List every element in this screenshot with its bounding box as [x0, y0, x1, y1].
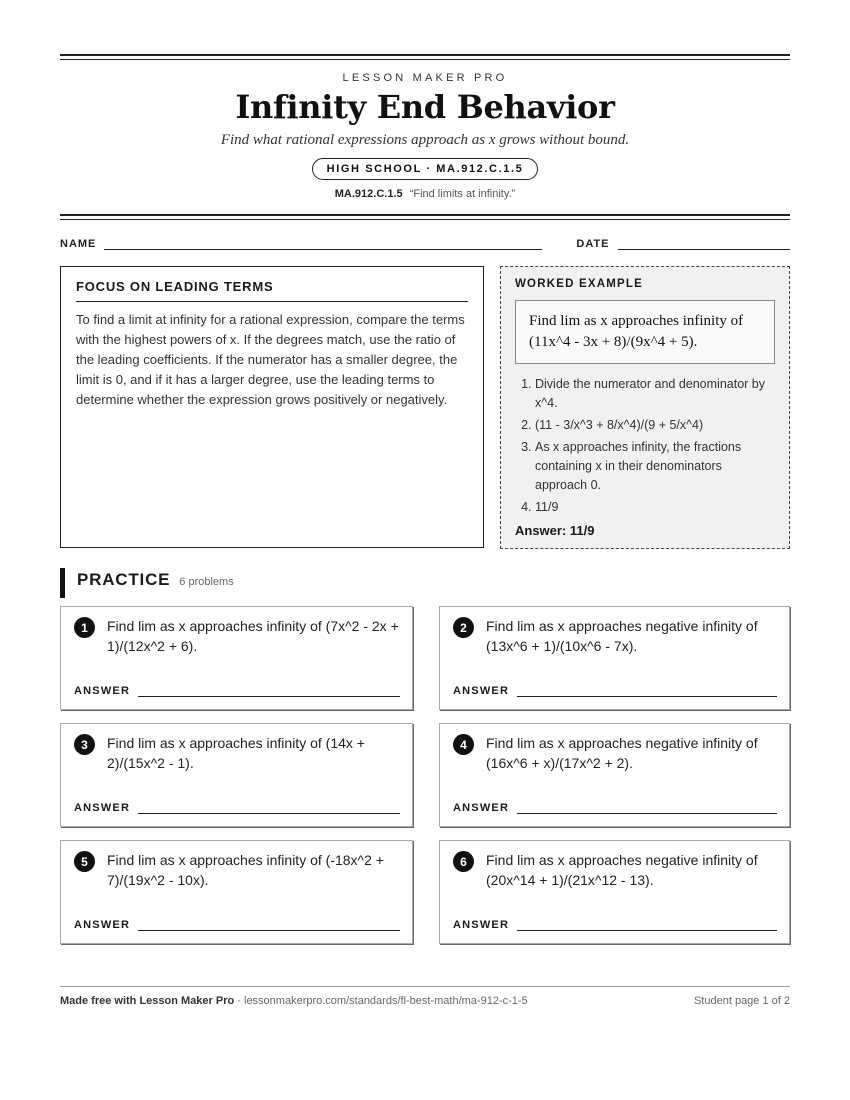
- worked-example-problem: Find lim as x approaches infinity of (11x^4 - 3x + 8)/(9x^4 + 5).: [515, 300, 775, 364]
- answer-label: ANSWER: [453, 685, 510, 697]
- problem-card: [60, 723, 413, 827]
- problem-text: Find lim as x approaches infinity of (14x + 2)/(15x^2 - 1).: [107, 735, 365, 771]
- problem-card: [439, 723, 790, 827]
- worked-step: 3. As x approaches infinity, the fractions containing x in their denominators approach 0.: [535, 438, 775, 495]
- problem-text: Find lim as x approaches negative infinity of (13x^6 + 1)/(10x^6 - 7x).: [486, 618, 758, 654]
- grade-standard-badge: HIGH SCHOOL · MA.912.C.1.5: [312, 158, 539, 180]
- practice-header: [60, 568, 790, 598]
- focus-heading: FOCUS ON LEADING TERMS: [76, 279, 468, 302]
- intro-cards: [60, 266, 790, 549]
- problem-number: 3: [74, 734, 95, 755]
- problem-card: [60, 606, 413, 710]
- worked-example-answer: Answer: 11/9: [515, 523, 595, 538]
- practice-grid: [60, 606, 790, 944]
- focus-body: To find a limit at infinity for a rational expression, compare the terms with the highest powers of x. If the degrees match, use the ratio of the leading coefficients. If the numerator has a smaller degree, the limit is 0, and if it has a larger degree, use the leading terms to determine whether the expression grows positively or negatively.: [76, 312, 465, 407]
- worked-example-card: [500, 266, 790, 549]
- worked-step: 4. 11/9: [535, 498, 775, 517]
- focus-card: [60, 266, 484, 548]
- page-title: Infinity End Behavior: [235, 88, 615, 126]
- worked-example-heading: WORKED EXAMPLE: [515, 278, 643, 290]
- top-rule: [60, 54, 790, 60]
- problem-text: Find lim as x approaches negative infinity of (16x^6 + x)/(17x^2 + 2).: [486, 735, 758, 771]
- page-subtitle: Find what rational expressions approach as x grows without bound.: [220, 132, 630, 148]
- answer-line[interactable]: [517, 805, 777, 814]
- footer-credit: [60, 995, 528, 1007]
- standard-code: MA.912.C.1.5: [334, 188, 403, 200]
- name-label: NAME: [60, 238, 97, 250]
- problem-card: [439, 840, 790, 944]
- brand-name: LESSON MAKER PRO: [342, 72, 508, 84]
- name-date-row: [60, 238, 790, 250]
- answer-line[interactable]: [517, 688, 777, 697]
- answer-label: ANSWER: [453, 919, 510, 931]
- standard-line: [60, 188, 790, 200]
- problem-number: 5: [74, 851, 95, 872]
- date-field-line[interactable]: [618, 239, 790, 250]
- worked-example-steps: [515, 375, 775, 517]
- answer-label: ANSWER: [74, 802, 131, 814]
- problem-number: 4: [453, 734, 474, 755]
- standard-quote: “Find limits at infinity.”: [409, 188, 516, 200]
- problem-number: 6: [453, 851, 474, 872]
- problem-text: Find lim as x approaches negative infinity of (20x^14 + 1)/(21x^12 - 13).: [486, 852, 758, 888]
- answer-label: ANSWER: [74, 919, 131, 931]
- answer-line[interactable]: [517, 922, 777, 931]
- practice-title: PRACTICE: [77, 570, 171, 589]
- worked-step: 2. (11 - 3/x^3 + 8/x^4)/(9 + 5/x^4): [535, 416, 775, 435]
- problem-text: Find lim as x approaches infinity of (7x^2 - 2x + 1)/(12x^2 + 6).: [107, 618, 399, 654]
- page-footer: [60, 986, 790, 1007]
- worked-step: 1. Divide the numerator and denominator by x^4.: [535, 375, 775, 413]
- name-field-line[interactable]: [104, 239, 542, 250]
- footer-url[interactable]: · lessonmakerpro.com/standards/fl-best-math/ma-912-c-1-5: [234, 995, 528, 1007]
- practice-count: 6 problems: [179, 576, 234, 588]
- problem-card: [60, 840, 413, 944]
- footer-page-number: Student page 1 of 2: [693, 995, 790, 1007]
- date-label: DATE: [576, 238, 610, 250]
- answer-line[interactable]: [138, 922, 400, 931]
- header-bottom-rule: [60, 214, 790, 220]
- answer-line[interactable]: [138, 688, 400, 697]
- answer-label: ANSWER: [74, 685, 131, 697]
- answer-label: ANSWER: [453, 802, 510, 814]
- worksheet-page: [60, 54, 790, 944]
- problem-card: [439, 606, 790, 710]
- problem-number: 2: [453, 617, 474, 638]
- problem-number: 1: [74, 617, 95, 638]
- footer-made-with: Made free with Lesson Maker Pro: [60, 995, 235, 1007]
- answer-line[interactable]: [138, 805, 400, 814]
- problem-text: Find lim as x approaches infinity of (-18x^2 + 7)/(19x^2 - 10x).: [107, 852, 384, 888]
